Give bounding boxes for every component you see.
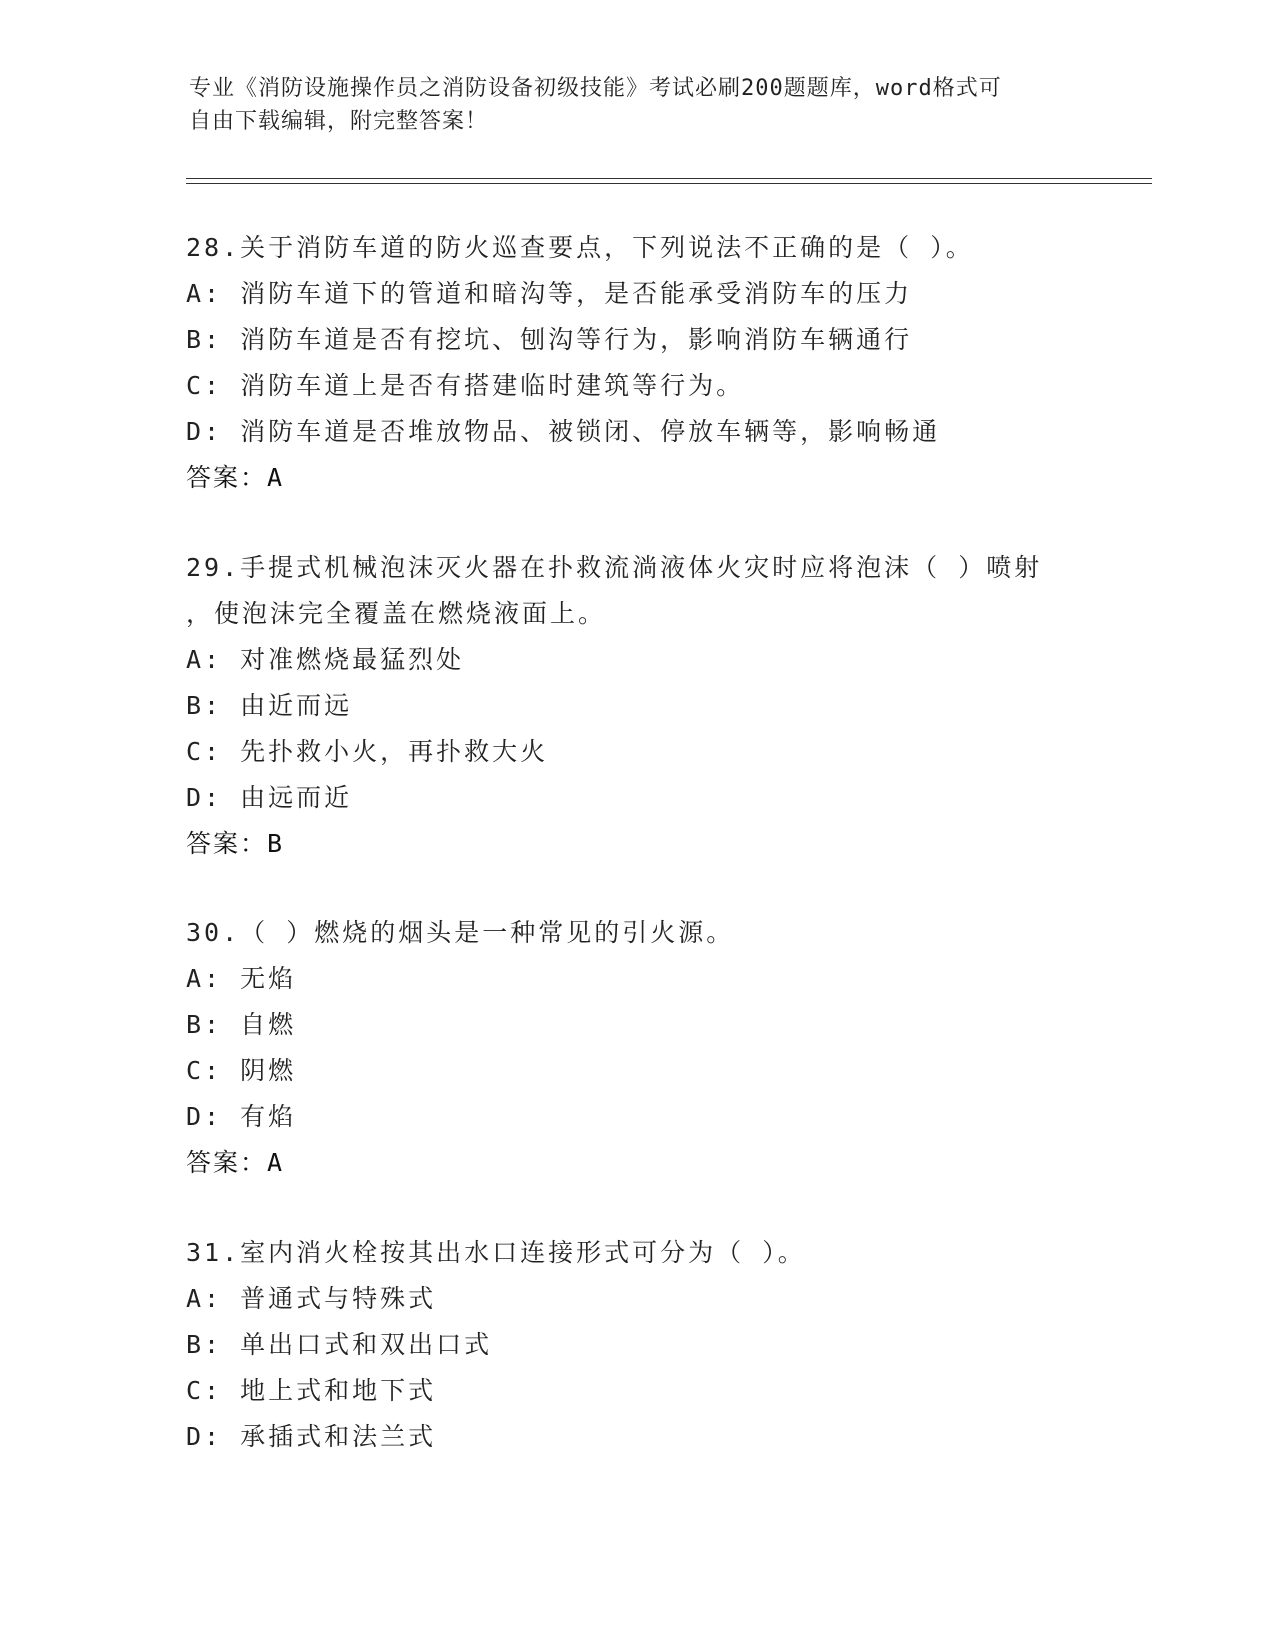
- question-29: [186, 545, 1086, 867]
- document-header: [189, 72, 1069, 138]
- option-d: [186, 775, 1086, 821]
- option-letter: A:: [186, 279, 223, 308]
- answer-value: A: [267, 1148, 285, 1177]
- question-stem-continued: ，使泡沫完全覆盖在燃烧液面上。: [186, 599, 607, 628]
- option-text: 阴燃: [240, 1056, 297, 1085]
- option-text: 无焰: [240, 964, 297, 993]
- option-text: 对准燃烧最猛烈处: [240, 645, 465, 674]
- option-letter: D:: [186, 1422, 223, 1451]
- option-a: [186, 637, 1086, 683]
- option-text: 地上式和地下式: [240, 1376, 437, 1405]
- option-text: 消防车道是否堆放物品、被锁闭、停放车辆等，影响畅通: [240, 417, 941, 446]
- option-a: [186, 1276, 1086, 1322]
- option-letter: C:: [186, 737, 223, 766]
- option-b: [186, 317, 1086, 363]
- answer-label: 答案：: [186, 463, 268, 492]
- header-divider-bottom: [186, 183, 1152, 184]
- header-line-1: 专业《消防设施操作员之消防设备初级技能》考试必刷200题题库，word格式可: [189, 76, 1002, 101]
- question-stem: 30.（ ）燃烧的烟头是一种常见的引火源。: [186, 918, 735, 947]
- header-divider-top: [186, 178, 1152, 179]
- option-letter: A:: [186, 964, 223, 993]
- option-letter: C:: [186, 1376, 223, 1405]
- answer-label: 答案：: [186, 1148, 268, 1177]
- option-text: 消防车道上是否有搭建临时建筑等行为。: [240, 371, 745, 400]
- option-letter: A:: [186, 645, 223, 674]
- option-letter: C:: [186, 1056, 223, 1085]
- option-letter: D:: [186, 417, 223, 446]
- option-text: 普通式与特殊式: [240, 1284, 437, 1313]
- question-30: [186, 910, 1086, 1186]
- answer-line: [186, 821, 1086, 867]
- question-stem: 28.关于消防车道的防火巡查要点，下列说法不正确的是（ ）。: [186, 233, 974, 262]
- answer-label: 答案：: [186, 829, 268, 858]
- option-d: [186, 1414, 1086, 1460]
- header-line-2: 自由下载编辑，附完整答案！: [189, 109, 489, 134]
- option-d: [186, 1094, 1086, 1140]
- option-b: [186, 1322, 1086, 1368]
- option-c: [186, 1048, 1086, 1094]
- option-letter: D:: [186, 1102, 223, 1131]
- answer-value: B: [267, 829, 285, 858]
- option-letter: D:: [186, 783, 223, 812]
- option-b: [186, 683, 1086, 729]
- question-stem: 31.室内消火栓按其出水口连接形式可分为（ ）。: [186, 1238, 806, 1267]
- option-a: [186, 271, 1086, 317]
- option-text: 承插式和法兰式: [240, 1422, 437, 1451]
- question-stem: 29.手提式机械泡沫灭火器在扑救流淌液体火灾时应将泡沫（ ）喷射: [186, 553, 1043, 582]
- option-text: 自燃: [240, 1010, 297, 1039]
- option-a: [186, 956, 1086, 1002]
- option-text: 单出口式和双出口式: [240, 1330, 493, 1359]
- option-text: 由近而远: [240, 691, 353, 720]
- option-letter: B:: [186, 691, 223, 720]
- option-text: 先扑救小火，再扑救大火: [240, 737, 549, 766]
- option-letter: B:: [186, 325, 223, 354]
- option-d: [186, 409, 1086, 455]
- option-text: 消防车道是否有挖坑、刨沟等行为，影响消防车辆通行: [240, 325, 913, 354]
- option-c: [186, 1368, 1086, 1414]
- option-text: 有焰: [240, 1102, 297, 1131]
- option-letter: B:: [186, 1330, 223, 1359]
- option-letter: B:: [186, 1010, 223, 1039]
- answer-line: [186, 455, 1086, 501]
- option-letter: A:: [186, 1284, 223, 1313]
- option-b: [186, 1002, 1086, 1048]
- answer-line: [186, 1140, 1086, 1186]
- question-31: [186, 1230, 1086, 1460]
- answer-value: A: [267, 463, 285, 492]
- option-c: [186, 363, 1086, 409]
- option-text: 消防车道下的管道和暗沟等，是否能承受消防车的压力: [240, 279, 913, 308]
- option-letter: C:: [186, 371, 223, 400]
- question-28: [186, 225, 1086, 501]
- option-c: [186, 729, 1086, 775]
- option-text: 由远而近: [240, 783, 353, 812]
